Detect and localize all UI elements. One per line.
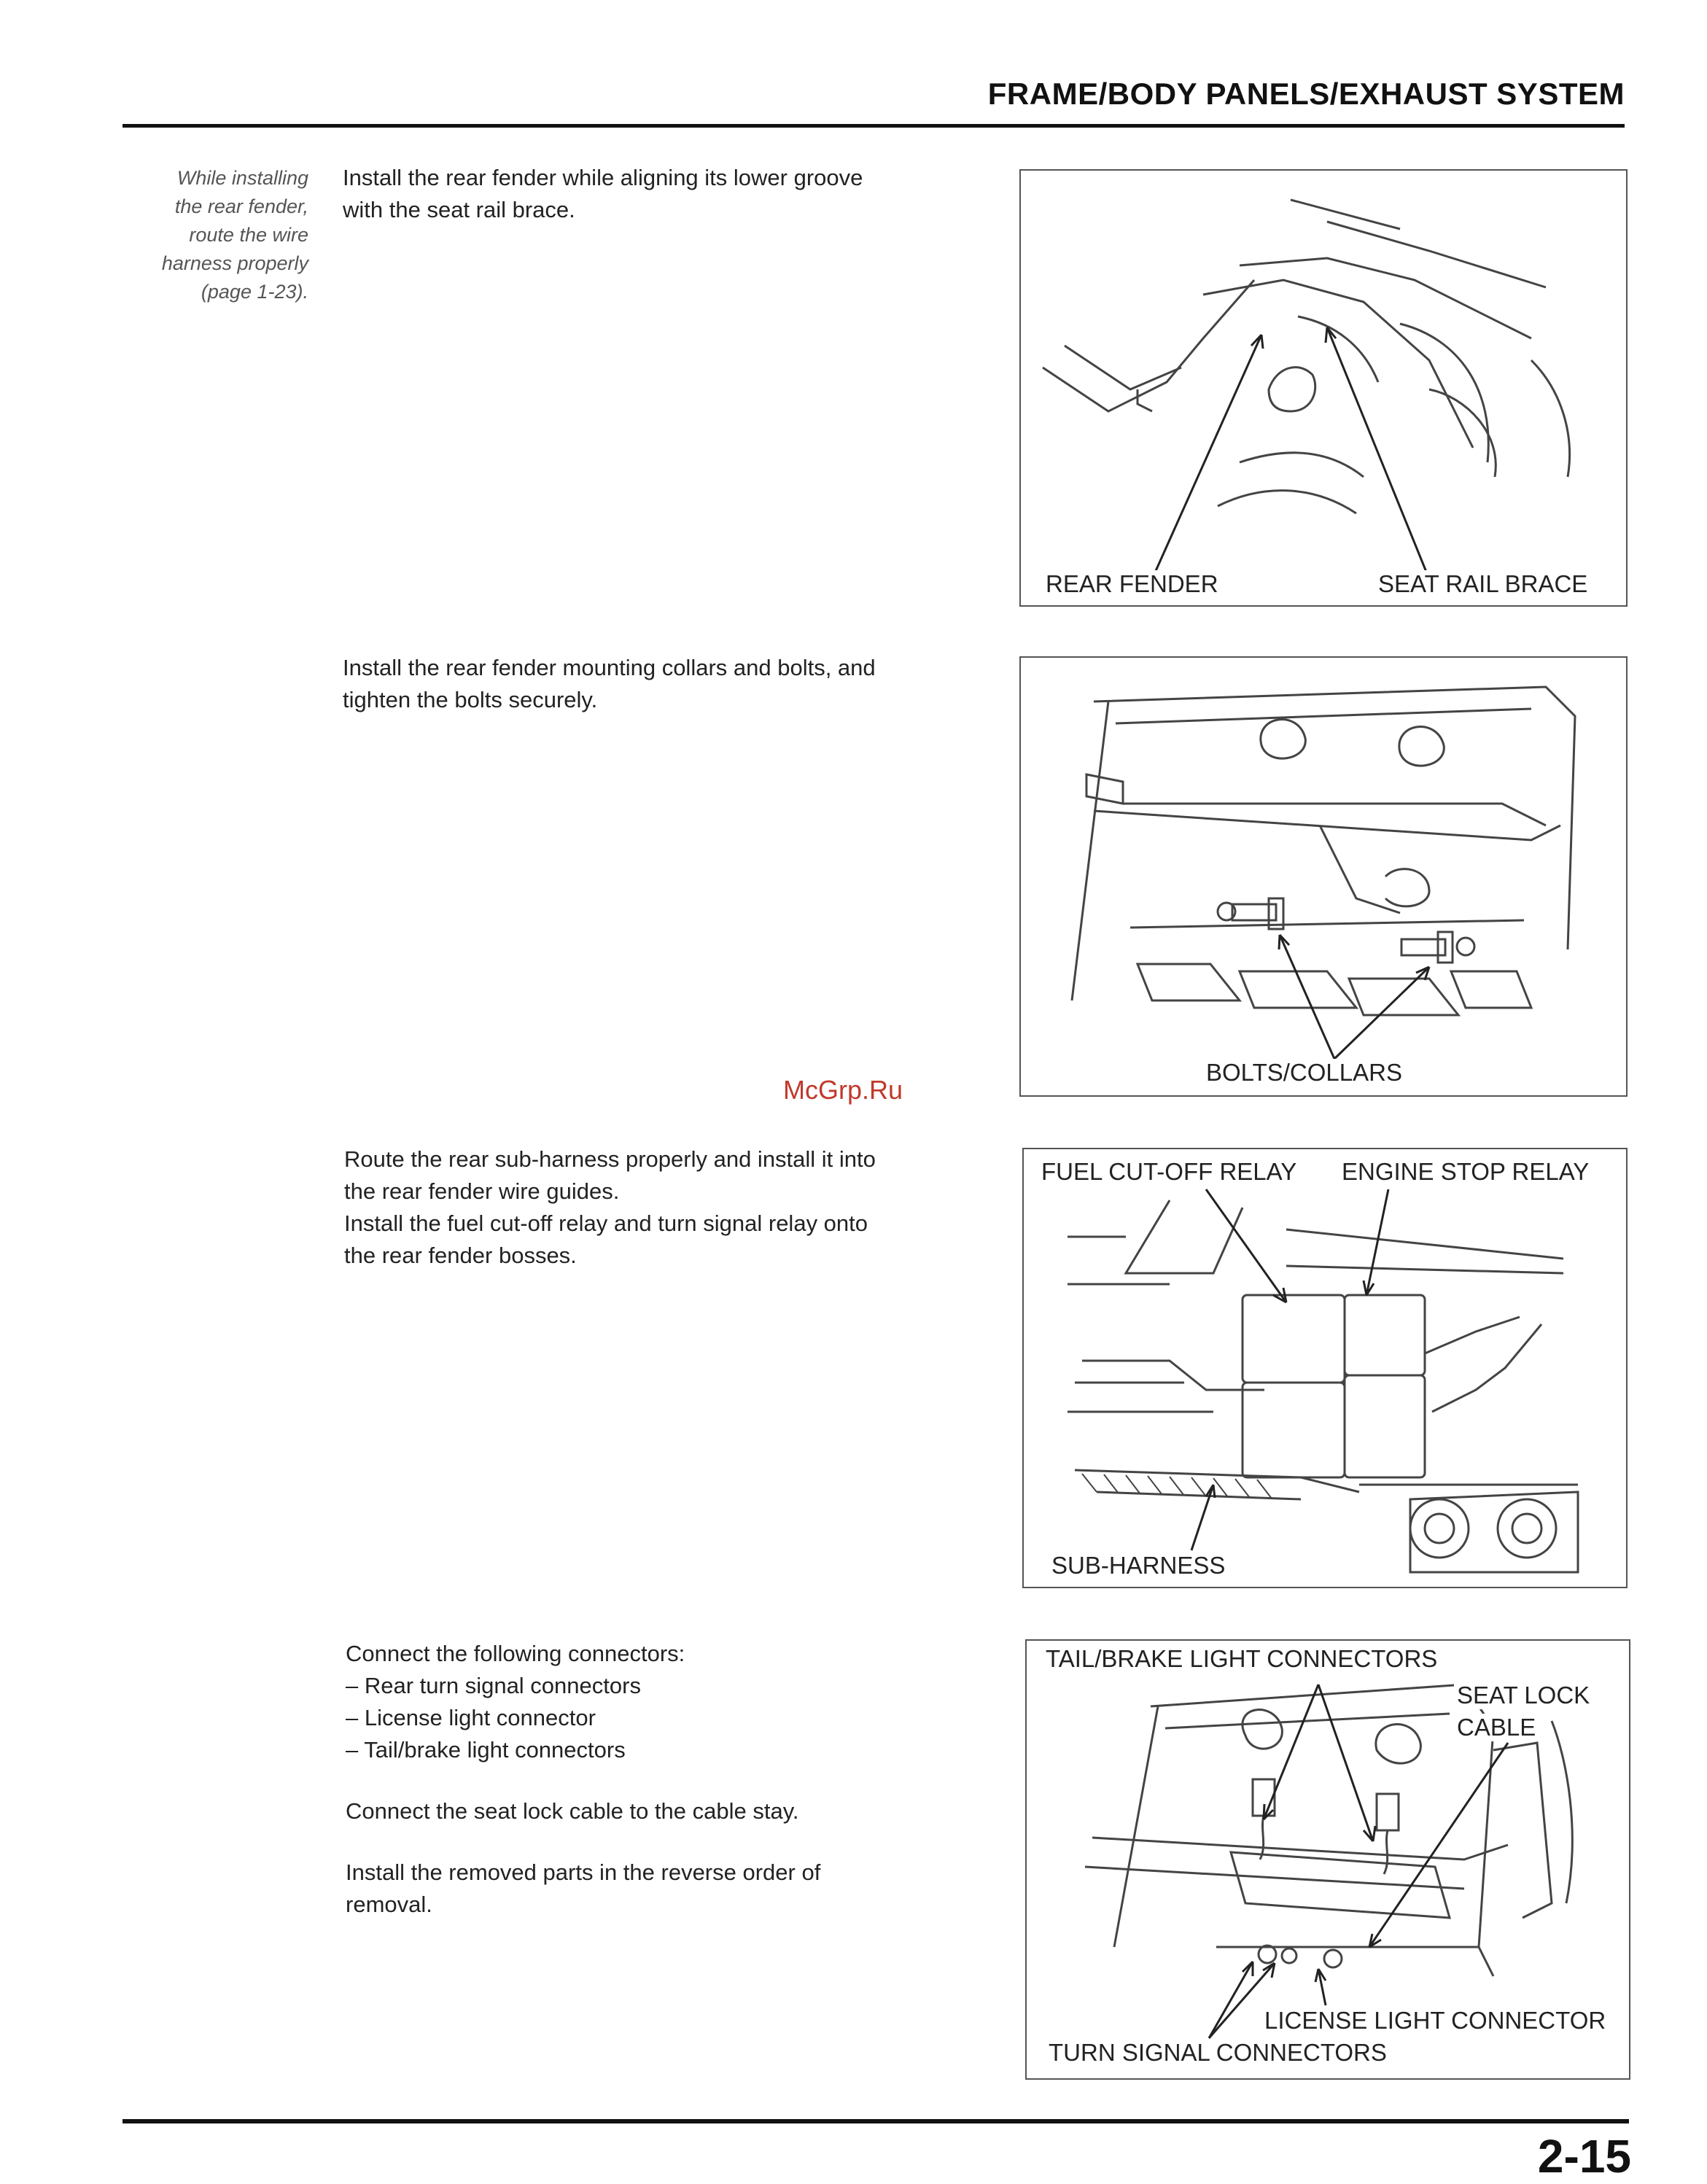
page-header-title: FRAME/BODY PANELS/EXHAUST SYSTEM <box>987 77 1625 111</box>
connector-list <box>346 1670 1002 1766</box>
page-number: 2-15 <box>1537 2130 1631 2183</box>
rear-fender-illustration <box>1021 171 1626 605</box>
instruction-line: Install the rear fender mounting collars and bolts, and <box>343 655 876 680</box>
label-engine-stop-relay: ENGINE STOP RELAY <box>1339 1158 1592 1186</box>
footer-rule <box>123 2119 1629 2123</box>
figure-connectors <box>1025 1639 1630 2080</box>
instruction-line: with the seat rail brace. <box>343 197 575 222</box>
side-note-line: the rear fender, <box>174 195 308 217</box>
instruction-line: Route the rear sub-harness properly and install it into <box>344 1146 876 1172</box>
bolts-collars-illustration <box>1021 658 1626 1095</box>
list-item: – Rear turn signal connectors <box>346 1670 1002 1702</box>
figure-relays <box>1022 1148 1628 1588</box>
figure-bolts-collars <box>1019 656 1628 1097</box>
side-note-line: While installing <box>176 167 308 189</box>
label-seat-rail-brace: SEAT RAIL BRACE <box>1375 570 1590 598</box>
instruction-line: the rear fender bosses. <box>344 1243 577 1268</box>
label-seat-lock: SEAT LOCK <box>1454 1682 1593 1709</box>
figure-rear-fender <box>1019 169 1628 607</box>
list-item: – License light connector <box>346 1702 1002 1734</box>
label-license-light-connector: LICENSE LIGHT CONNECTOR <box>1261 2007 1609 2035</box>
label-tail-brake-light-connectors: TAIL/BRAKE LIGHT CONNECTORS <box>1043 1645 1440 1673</box>
label-fuel-cut-off-relay: FUEL CUT-OFF RELAY <box>1038 1158 1299 1186</box>
instruction-line: Install the fuel cut-off relay and turn signal relay onto <box>344 1210 868 1236</box>
instruction-line: the rear fender wire guides. <box>344 1178 620 1204</box>
instruction-line: Install the rear fender while aligning its lower groove <box>343 165 863 190</box>
instruction-1 <box>343 162 999 226</box>
label-rear-fender: REAR FENDER <box>1043 570 1221 598</box>
watermark: McGrp.Ru <box>783 1075 903 1105</box>
instruction-3 <box>344 1143 1000 1272</box>
instruction-2 <box>343 652 999 716</box>
instruction-line: removal. <box>346 1892 432 1917</box>
side-note-line: (page 1-23). <box>201 281 308 303</box>
side-note-line: route the wire <box>189 224 308 246</box>
instruction-intro: Connect the following connectors: <box>346 1641 685 1666</box>
instruction-line: Connect the seat lock cable to the cable stay. <box>346 1798 799 1824</box>
spacer <box>346 1766 1002 1795</box>
side-note <box>133 164 308 306</box>
list-item: – Tail/brake light connectors <box>346 1734 1002 1766</box>
instruction-4 <box>346 1638 1002 1921</box>
side-note-line: harness properly <box>161 252 308 274</box>
label-sub-harness: SUB-HARNESS <box>1049 1552 1228 1579</box>
label-turn-signal-connectors: TURN SIGNAL CONNECTORS <box>1046 2039 1390 2067</box>
instruction-line: tighten the bolts securely. <box>343 687 598 712</box>
header-rule <box>123 124 1625 128</box>
spacer <box>346 1827 1002 1857</box>
label-cable: CABLE <box>1454 1714 1539 1741</box>
instruction-line: Install the removed parts in the reverse order of <box>346 1859 821 1885</box>
label-bolts-collars: BOLTS/COLLARS <box>1203 1059 1405 1087</box>
relays-illustration <box>1024 1149 1626 1587</box>
